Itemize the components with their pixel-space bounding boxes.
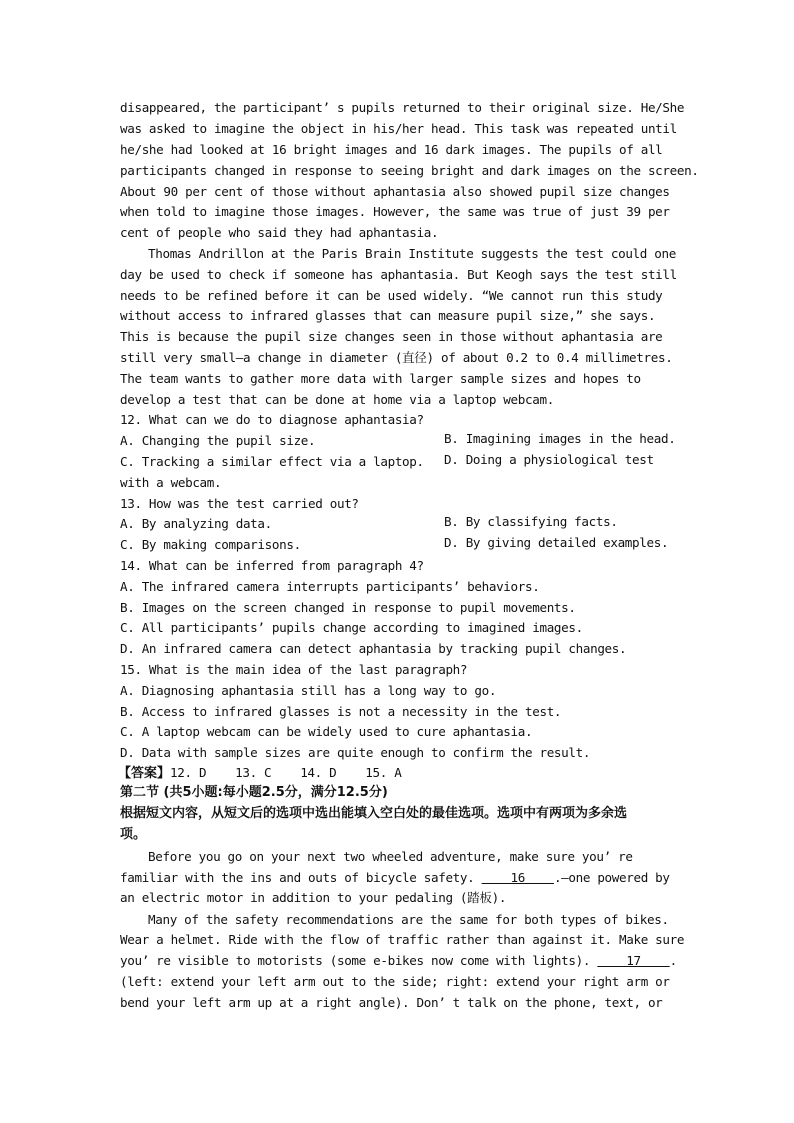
cloze-text: you’ re visible to motorists (some e-bikes now come with lights). [120,953,598,968]
cloze-line [120,868,670,888]
option-d: D. Data with sample sizes are quite enough to confirm the result. [120,745,591,760]
blank-17[interactable]: 17 [597,953,670,968]
option-a: A. The infrared camera interrupts participants’ behaviors. [120,579,540,594]
cloze-line: Wear a helmet. Ride with the flow of traffic rather than against it. Make sure [120,932,685,947]
passage-line: day be used to check if someone has aphantasia. But Keogh says the test still [120,267,677,282]
option-b: B. By classifying facts. [444,514,618,529]
answer-key [118,763,401,784]
option-d: D. Doing a physiological test [444,452,654,467]
option-b: B. Images on the screen changed in response to pupil movements. [120,600,576,615]
cloze-text: familiar with the ins and outs of bicycle safety. [120,870,482,885]
option-b: B. Access to infrared glasses is not a necessity in the test. [120,704,562,719]
passage-line: disappeared, the participant’ s pupils returned to their original size. He/She [120,100,685,115]
passage-line: develop a test that can be done at home via a laptop webcam. [120,392,554,407]
passage-line: without access to infrared glasses that can measure pupil size,” she says. [120,308,656,323]
option-a: A. Diagnosing aphantasia still has a long way to go. [120,683,497,698]
option-a: A. Changing the pupil size. [120,433,316,448]
section-heading: 第二节 (共5小题:每小题2.5分，满分12.5分) [120,785,388,800]
passage-line: he/she had looked at 16 bright images and 16 dark images. The pupils of all [120,142,663,157]
passage-line: The team wants to gather more data with larger sample sizes and hopes to [120,371,641,386]
section-instructions-continued: 项。 [120,827,147,842]
cloze-line: (left: extend your left arm out to the side; right: extend your right arm or [120,974,670,989]
question-stem: 13. How was the test carried out? [120,496,359,511]
cloze-line: an electric motor in addition to your pedaling (踏板). [120,890,507,905]
passage-line: still very small—a change in diameter (直径) of about 0.2 to 0.4 millimetres. [120,350,673,365]
cloze-line: bend your left arm up at a right angle). Don’ t talk on the phone, text, or [120,995,663,1010]
option-c: C. By making comparisons. [120,537,301,552]
cloze-line [120,951,677,971]
option-d: D. An infrared camera can detect aphantasia by tracking pupil changes. [120,641,627,656]
answer-label: 【答案】 [118,766,171,781]
passage-line: was asked to imagine the object in his/her head. This task was repeated until [120,121,677,136]
option-d: D. By giving detailed examples. [444,535,669,550]
option-a: A. By analyzing data. [120,516,272,531]
cloze-line: Before you go on your next two wheeled adventure, make sure you’ re [148,849,633,864]
passage-line: Thomas Andrillon at the Paris Brain Institute suggests the test could one [148,246,676,261]
passage-line: needs to be refined before it can be used widely. “We cannot run this study [120,288,663,303]
passage-line: cent of people who said they had aphantasia. [120,225,439,240]
cloze-line: Many of the safety recommendations are the same for both types of bikes. [148,912,669,927]
option-b: B. Imagining images in the head. [444,431,676,446]
passage-line: when told to imagine those images. However, the same was true of just 39 per [120,204,670,219]
question-stem: 14. What can be inferred from paragraph 4? [120,558,424,573]
question-stem: 15. What is the main idea of the last paragraph? [120,662,468,677]
answer-text: 12. D 13. C 14. D 15. A [170,765,402,780]
blank-16[interactable]: 16 [481,870,554,885]
option-d-continued: with a webcam. [120,475,222,490]
passage-line: participants changed in response to seeing bright and dark images on the screen. [120,163,699,178]
passage-line: About 90 per cent of those without aphantasia also showed pupil size changes [120,184,670,199]
option-c: C. A laptop webcam can be widely used to cure aphantasia. [120,724,533,739]
option-c: C. All participants’ pupils change according to imagined images. [120,620,583,635]
cloze-text: .—one powered by [553,870,670,885]
cloze-text: . [669,953,677,968]
option-c: C. Tracking a similar effect via a laptop. [120,454,424,469]
passage-line: This is because the pupil size changes seen in those without aphantasia are [120,329,663,344]
question-stem: 12. What can we do to diagnose aphantasia? [120,412,424,427]
section-instructions: 根据短文内容，从短文后的选项中选出能填入空白处的最佳选项。选项中有两项为多余选 [120,806,628,821]
